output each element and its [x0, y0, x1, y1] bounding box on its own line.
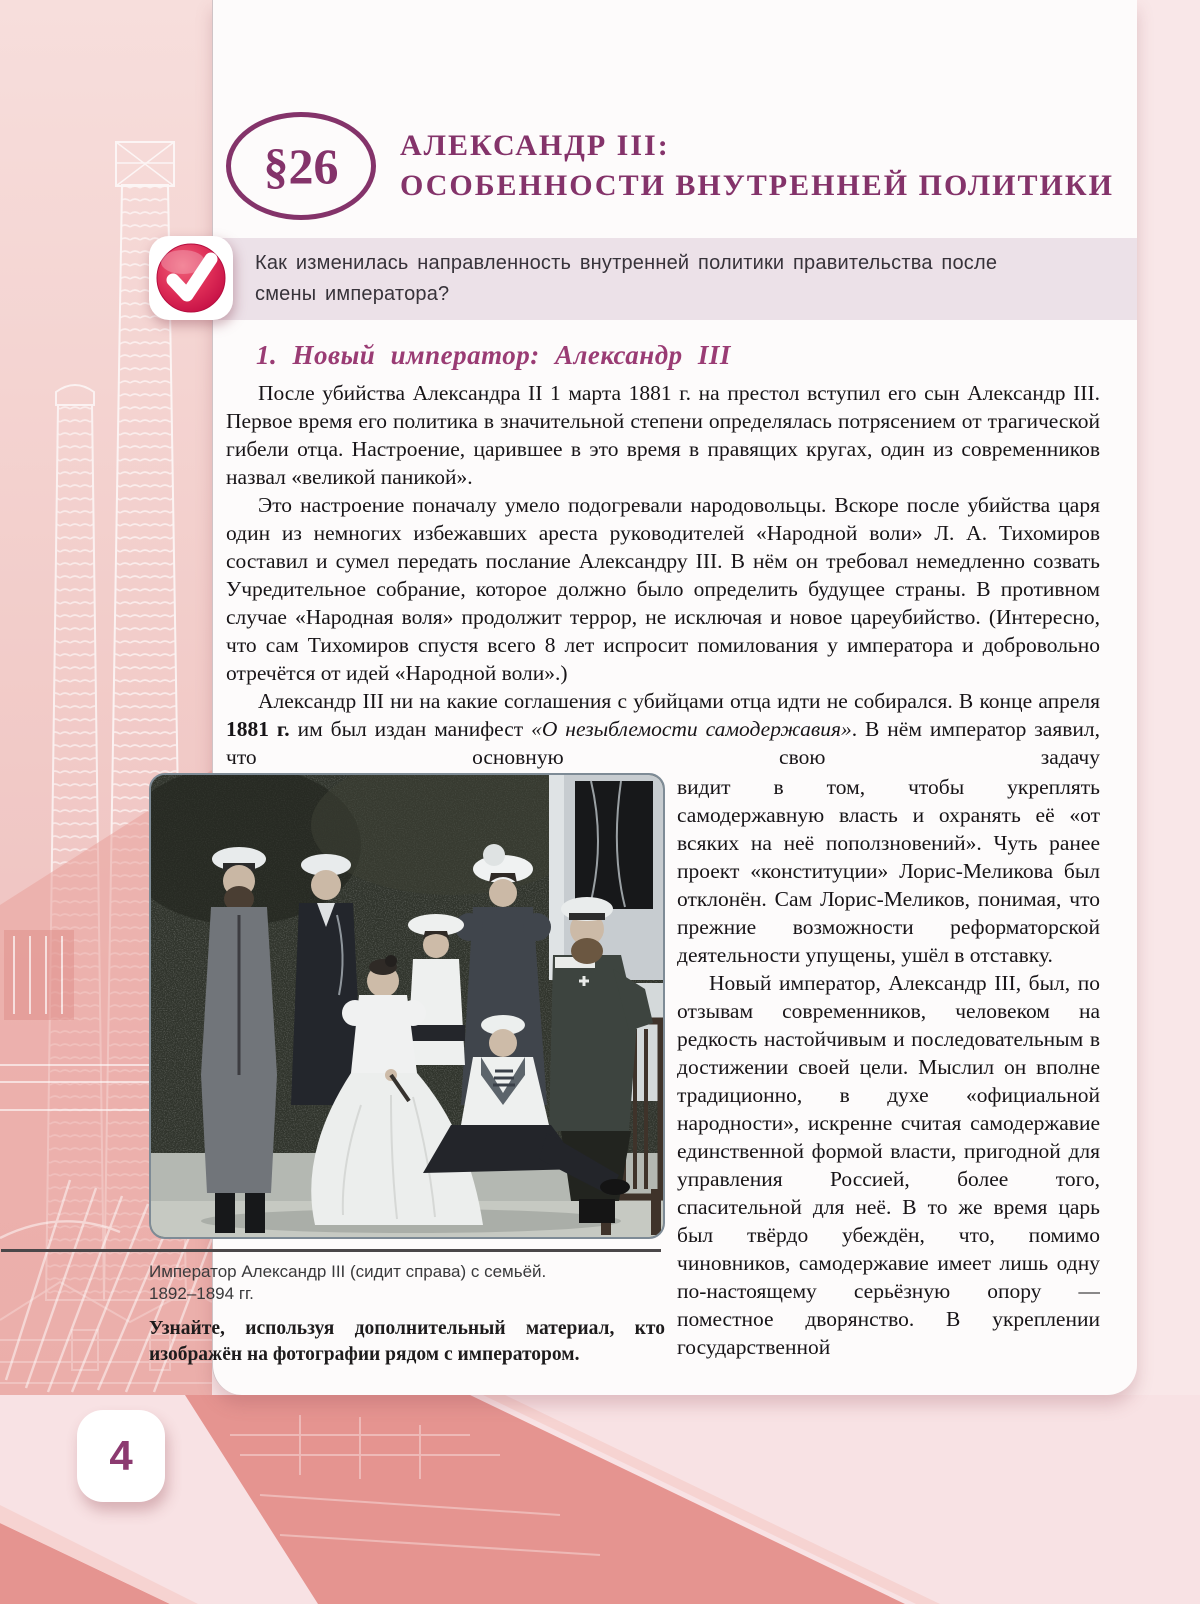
body-paragraph-3-continued: видит в том, чтобы укреплять самодержавную власть и охранять её «от всяких на неё поползновений». Чуть ранее проект «конституции» Лорис-Меликова был отклонён. Сам Лорис-Меликов, понимая, что прежние возможности реформаторской деятельности упущены, ушёл в отставку. — [677, 775, 1100, 967]
content-sheet — [149, 0, 1137, 1395]
body-paragraph-4: Новый император, Александр III, был, по отзывам современников, человеком на редкость настойчивым и последовательным в достижении своей цели. Мыслил он вполне традиционно, в духе «официальной народности», искренне считая самодержавие единственной формой власти, пригодной для управления Россией, более того, спасительной для неё. В то же время царь был твёрдо убеждён, что, помимо чиновников, самодержавие имеет лишь одну по-настоящему серьёзную опору — поместное дворянство. В укреплении государственной — [677, 971, 1100, 1359]
photo-caption-line1: Император Александр III (сидит справа) с семьёй. — [149, 1262, 547, 1281]
family-photo — [149, 773, 665, 1239]
family-photo-illustration — [151, 775, 663, 1237]
chapter-header — [226, 112, 1137, 220]
key-question-text: Как изменилась направленность внутренней политики правительства после смены императора? — [255, 252, 998, 305]
p3-text: Александр III ни на какие соглашения с убийцами отца идти не собирался. В конце апреля — [258, 689, 1100, 713]
p3-text: . В нём император заявил, что основную свою задачу — [226, 717, 1100, 769]
section-heading: 1. Новый император: Александр III — [256, 340, 731, 370]
photo-task: Узнайте, используя дополнительный материал, кто изображён на фотографии рядом с императором. — [149, 1318, 665, 1365]
body-paragraph-2: Это настроение поначалу умело подогревали народовольцы. Вскоре после убийства царя один из немногих избежавших ареста руководителей «Народной воли» Л. А. Тихомиров составил и сумел передать послание Александру III. В нём он требовал немедленно созвать Учредительное собрание, которое должно было определить будущее страны. В противном случае «Народная воля» продолжит террор, не исключая и новое цареубийство. (Интересно, что сам Тихомиров спустя всего 8 лет испросит помилования у императора и добровольно отречётся от идей «Народной воли».) — [226, 493, 1100, 685]
photo-figure — [149, 773, 665, 1368]
chapter-title-line1: АЛЕКСАНДР III: — [400, 129, 670, 162]
chapter-title-line2: ОСОБЕННОСТИ ВНУТРЕННЕЙ ПОЛИТИКИ — [400, 169, 1114, 202]
photo-caption-line2: 1892–1894 гг. — [149, 1284, 254, 1303]
body-paragraph-3 — [226, 687, 1100, 771]
checkmark-icon — [147, 234, 235, 322]
main-text — [149, 340, 1137, 1368]
photo-caption — [149, 1261, 665, 1305]
p3-manifesto-title: «О незыблемости самодержавия» — [531, 717, 852, 741]
decorative-shapes — [0, 1395, 1200, 1604]
bottom-decoration — [0, 1395, 1200, 1604]
p3-text: им был издан манифест — [289, 717, 532, 741]
page-number-badge — [77, 1410, 165, 1502]
right-text-column — [677, 773, 1100, 1359]
paragraph-number: §26 — [263, 138, 339, 194]
page-number: 4 — [109, 1432, 133, 1479]
key-question-box — [213, 238, 1137, 320]
caption-divider — [1, 1249, 661, 1252]
p3-bold-date: 1881 г. — [226, 717, 290, 741]
photo-and-text-columns — [149, 773, 1100, 1368]
chapter-title — [400, 126, 1114, 206]
paragraph-number-badge — [226, 112, 376, 220]
body-paragraph-1: После убийства Александра II 1 марта 1881 г. на престол вступил его сын Александр III. Первое время его политика в значительной степени определялась потрясением от трагической гибели отца. Настроение, царившее в это время в правящих кругах, один из современников назвал «великой паникой». — [226, 381, 1100, 489]
